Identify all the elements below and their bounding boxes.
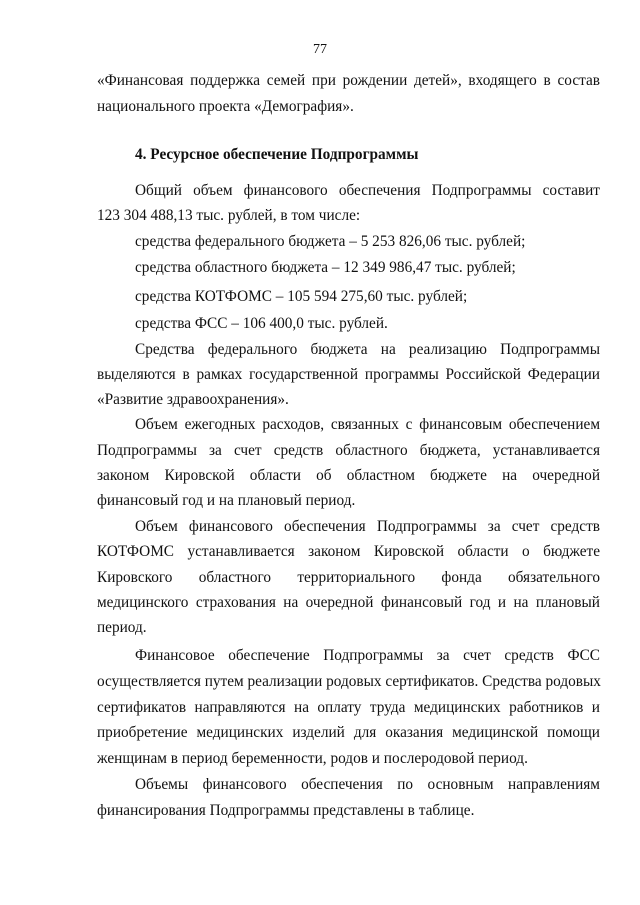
paragraph-line: финансирования Подпрограммы представлены в таблице. (97, 802, 475, 819)
paragraph-line: сертификатов направляются на оплату труда медицинских работников и (97, 699, 600, 716)
paragraph-line: Объем финансового обеспечения Подпрограммы за счет средств (135, 518, 600, 535)
funding-source-item: средства федерального бюджета – 5 253 826,06 тыс. рублей; (135, 233, 526, 250)
paragraph-line: выделяются в рамках государственной программы Российской Федерации (97, 366, 600, 383)
funding-source-item: средства КОТФОМС – 105 594 275,60 тыс. рублей; (135, 288, 468, 305)
page-number: 77 (313, 42, 327, 57)
paragraph-line: период. (97, 619, 147, 636)
paragraph-line: осуществляется путем реализации родовых сертификатов. Средства родовых (97, 673, 601, 690)
paragraph-line: «Развитие здравоохранения». (97, 391, 289, 408)
paragraph-line: женщинам в период беременности, родов и послеродовой период. (97, 750, 528, 767)
section-heading: 4. Ресурсное обеспечение Подпрограммы (135, 146, 419, 163)
paragraph-line: приобретение медицинских изделий для оказания медицинской помощи (97, 724, 600, 741)
paragraph-line: финансовый год и на плановый период. (97, 492, 356, 509)
paragraph-line: Объем ежегодных расходов, связанных с финансовым обеспечением (135, 416, 600, 433)
funding-source-item: средства областного бюджета – 12 349 986,47 тыс. рублей; (135, 259, 516, 276)
paragraph-line: Кировского областного территориального фонда обязательного (97, 569, 600, 586)
paragraph-line: Общий объем финансового обеспечения Подпрограммы составит (135, 182, 600, 199)
intro-line: национального проекта «Демография». (97, 98, 354, 115)
paragraph-line: Объемы финансового обеспечения по основным направлениям (135, 776, 600, 793)
intro-line: «Финансовая поддержка семей при рождении детей», входящего в состав (97, 72, 600, 89)
paragraph-line: законом Кировской области об областном бюджете на очередной (97, 467, 600, 484)
paragraph-line: 123 304 488,13 тыс. рублей, в том числе: (97, 207, 361, 224)
paragraph-line: Подпрограммы за счет средств областного бюджета, устанавливается (97, 442, 600, 459)
funding-source-item: средства ФСС – 106 400,0 тыс. рублей. (135, 315, 388, 332)
paragraph-line: Средства федерального бюджета на реализацию Подпрограммы (135, 341, 600, 358)
paragraph-line: Финансовое обеспечение Подпрограммы за счет средств ФСС (135, 647, 600, 664)
paragraph-line: КОТФОМС устанавливается законом Кировской области о бюджете (97, 543, 600, 560)
paragraph-line: медицинского страхования на очередной финансовый год и на плановый (97, 594, 600, 611)
